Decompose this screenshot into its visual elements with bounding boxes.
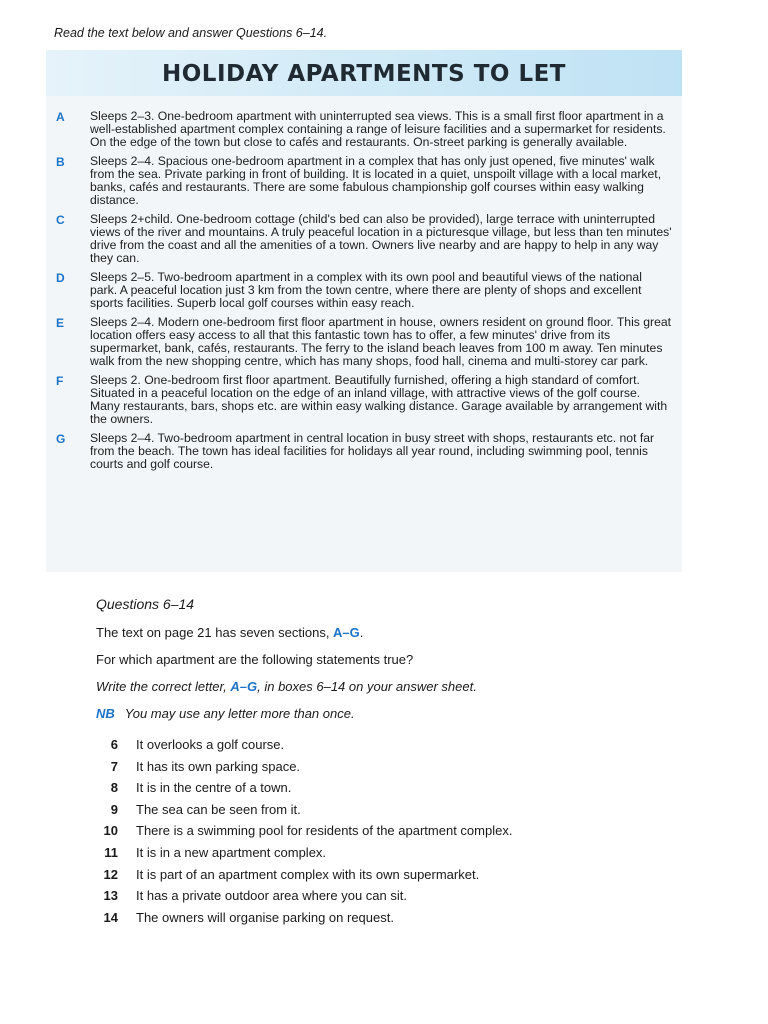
- question-number: 7: [110, 758, 118, 774]
- question-number: 6: [110, 737, 118, 752]
- question-text: It is in a new apartment complex.: [136, 844, 327, 860]
- section-text: Sleeps 2–4. Spacious one-bedroom apartment in a complex that has only just opened, five minutes' walk from the sea. Private parking in front of building. It is located in a quiet, unspoilt village with a local market, banks, cafés and restaurants. There are some fabulous championship golf courses within easy walking distance.: [90, 154, 662, 207]
- question-item: [96, 867, 696, 889]
- section-letter: C: [56, 213, 65, 227]
- intro-instruction: Read the text below and answer Questions 6–14.: [54, 26, 328, 40]
- question-list: [96, 737, 696, 931]
- question-text: It has a private outdoor area where you can sit.: [136, 888, 407, 904]
- line-text: , in boxes 6–14 on your answer sheet.: [257, 679, 477, 694]
- section-letter: E: [56, 316, 65, 330]
- section-g: [46, 432, 682, 471]
- question-item: [96, 780, 696, 802]
- section-a: [46, 110, 682, 149]
- section-d: [46, 271, 682, 310]
- question-item: [96, 737, 696, 759]
- question-text: The sea can be seen from it.: [136, 801, 301, 817]
- question-text: It overlooks a golf course.: [136, 737, 285, 752]
- section-letter: D: [56, 271, 65, 285]
- apartments-panel: [46, 50, 682, 572]
- section-text: Sleeps 2–4. Two-bedroom apartment in central location in busy street with shops, restaurants etc. not far from the beach. The town has ideal facilities for holidays all year round, including swimming pool, tennis courts and golf course.: [90, 431, 655, 471]
- section-letter: G: [56, 432, 66, 446]
- question-item: [96, 759, 696, 781]
- section-text: Sleeps 2+child. One-bedroom cottage (child's bed can also be provided), large terrace with uninterrupted views of the river and mountains. A truly peaceful location in a picturesque village, but less than ten minutes' drive from the coast and all the amenities of a town. Owners live nearby and are happy to help in any way they can.: [90, 212, 672, 265]
- questions-instruction-line: [96, 679, 696, 694]
- question-text: It has its own parking space.: [136, 758, 301, 774]
- section-letter: A: [56, 110, 65, 124]
- section-b: [46, 155, 682, 207]
- question-text: The owners will organise parking on request.: [136, 909, 394, 925]
- line-text: Write the correct letter,: [96, 679, 231, 694]
- title-banner: [46, 50, 682, 96]
- question-item: [96, 845, 696, 867]
- page-title: HOLIDAY APARTMENTS TO LET: [162, 61, 566, 87]
- section-text: Sleeps 2–4. Modern one-bedroom first floor apartment in house, owners resident on ground floor. This great location offers easy access to all that this fantastic town has to offer, a few minutes' drive from its supermarket, bank, cafés, restaurants. The ferry to the island beach leaves from 100 m away. Ten minutes walk from the new shopping centre, which has many shops, food hall, cinema and multi-storey car park.: [90, 315, 672, 368]
- questions-heading: Questions 6–14: [96, 596, 195, 612]
- section-text: Sleeps 2–5. Two-bedroom apartment in a complex with its own pool and beautiful views of the national park. A peaceful location just 3 km from the town centre, where there are plenty of shops and excellent sports facilities. Superb local golf courses within easy reach.: [90, 270, 642, 310]
- question-number: 8: [110, 780, 118, 796]
- questions-prompt-line: For which apartment are the following statements true?: [96, 652, 414, 667]
- line-text: The text on page 21 has seven sections,: [96, 625, 334, 640]
- questions-block: [96, 596, 696, 931]
- question-number: 12: [103, 866, 118, 882]
- question-item: [96, 802, 696, 824]
- question-text: There is a swimming pool for residents of the apartment complex.: [136, 823, 513, 839]
- nb-text: You may use any letter more than once.: [124, 706, 355, 721]
- question-text: It is part of an apartment complex with its own supermarket.: [136, 866, 480, 882]
- section-letter: B: [56, 155, 65, 169]
- letter-range: A–G: [333, 625, 360, 640]
- nb-note: [96, 706, 696, 721]
- question-text: It is in the centre of a town.: [136, 780, 292, 796]
- section-text: Sleeps 2–3. One-bedroom apartment with uninterrupted sea views. This is a small first floor apartment in a well-established apartment complex containing a range of leisure facilities and a supermarket for residents. On the edge of the town but close to cafés and restaurants. On-street parking is generally available.: [90, 109, 666, 149]
- section-c: [46, 213, 682, 265]
- apartment-sections: [46, 110, 682, 477]
- question-number: 9: [110, 801, 118, 817]
- question-number: 10: [103, 823, 118, 839]
- question-number: 14: [103, 909, 118, 925]
- section-text: Sleeps 2. One-bedroom first floor apartment. Beautifully furnished, offering a high standard of comfort. Situated in a peaceful location on the edge of an inland village, with attractive views of the golf course. Many restaurants, bars, shops etc. are within easy walking distance. Garage available by arrangement with the owners.: [90, 373, 668, 426]
- section-f: [46, 374, 682, 426]
- question-number: 11: [104, 844, 118, 860]
- line-text: .: [359, 625, 364, 640]
- question-item: [96, 910, 696, 932]
- letter-range: A–G: [230, 679, 258, 694]
- question-item: [96, 888, 696, 910]
- questions-intro-line: [96, 625, 696, 640]
- section-letter: F: [56, 374, 64, 388]
- question-number: 13: [103, 888, 118, 904]
- question-item: [96, 823, 696, 845]
- nb-label: NB: [96, 706, 115, 721]
- section-e: [46, 316, 682, 368]
